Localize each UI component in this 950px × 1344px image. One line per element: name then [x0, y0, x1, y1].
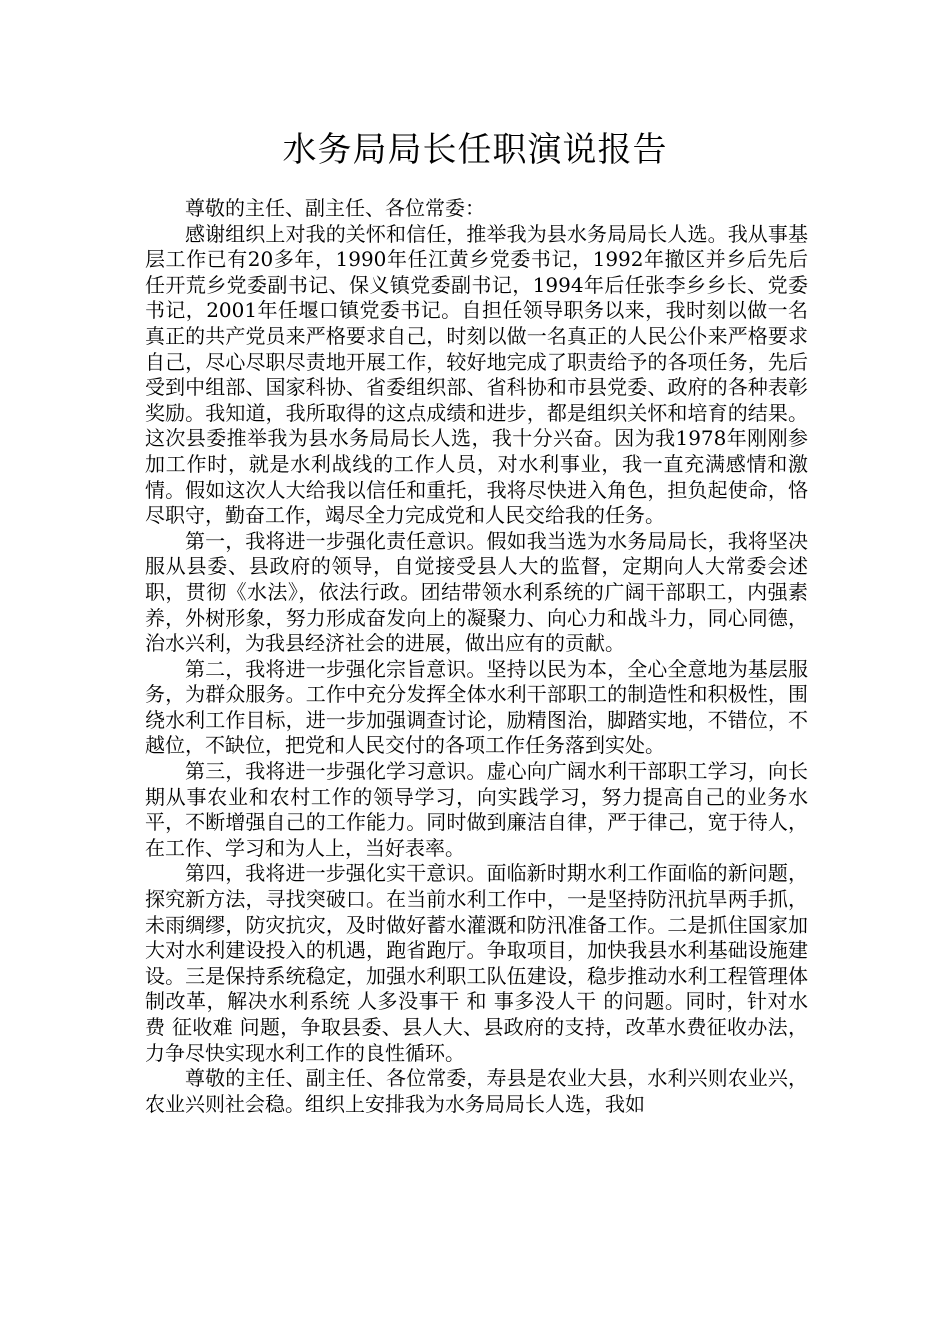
paragraph-point-one: 第一，我将进一步强化责任意识。假如我当选为水务局局长，我将坚决服从县委、县政府的领导，自觉接受县人大的监督，定期向人大常委会述职，贯彻《水法》，依法行政。团结带领水利系统的广阔干部职工，内强素养，外树形象，努力形成奋发向上的凝聚力、向心力和战斗力，同心同德，治水兴利，为我县经济社会的进展，做出应有的贡献。	[145, 528, 808, 656]
paragraph-closing: 尊敬的主任、副主任、各位常委，寿县是农业大县，水利兴则农业兴，农业兴则社会稳。组织上安排我为水务局局长人选，我如	[145, 1066, 808, 1116]
paragraph-point-two: 第二，我将进一步强化宗旨意识。坚持以民为本，全心全意地为基层服务，为群众服务。工作中充分发挥全体水利干部职工的制造性和积极性，围绕水利工作目标，进一步加强调查讨论，励精图治，脚踏实地，不错位，不越位，不缺位，把党和人民交付的各项工作任务落到实处。	[145, 656, 808, 758]
paragraph-salutation: 尊敬的主任、副主任、各位常委：	[185, 196, 485, 220]
document-title: 水务局局长任职演说报告	[282, 130, 668, 170]
paragraph-point-four: 第四，我将进一步强化实干意识。面临新时期水利工作面临的新问题，探究新方法，寻找突破口。在当前水利工作中，一是坚持防汛抗旱两手抓，未雨绸缪，防灾抗灾，及时做好蓄水灌溉和防汛准备工作。二是抓住国家加大对水利建设投入的机遇，跑省跑厅。争取项目，加快我县水利基础设施建设。三是保持系统稳定，加强水利职工队伍建设，稳步推动水利工程管理体制改革，解决水利系统 人多没事干 和 事多没人干 的问题。同时，针对水费 征收难 问题，争取县委、县人大、县政府的支持，改革水费征收办法，力争尽快实现水利工作的良性循环。	[145, 861, 808, 1065]
paragraph-introduction: 感谢组织上对我的关怀和信任，推举我为县水务局局长人选。我从事基层工作已有20多年，1990年任江黄乡党委书记，1992年撤区并乡后先后任开荒乡党委副书记、保义镇党委副书记，1994年后任张李乡乡长、党委书记，2001年任堰口镇党委书记。自担任领导职务以来，我时刻以做一名真正的共产党员来严格要求自己，时刻以做一名真正的人民公仆来严格要求自己，尽心尽职尽责地开展工作，较好地完成了职责给予的各项任务，先后受到中组部、国家科协、省委组织部、省科协和市县党委、政府的各种表彰奖励。我知道，我所取得的这点成绩和进步，都是组织关怀和培育的结果。这次县委推举我为县水务局局长人选，我十分兴奋。因为我1978年刚刚参加工作时，就是水利战线的工作人员，对水利事业，我一直充满感情和激情。假如这次人大给我以信任和重托，我将尽快进入角色，担负起使命，恪尽职守，勤奋工作，竭尽全力完成党和人民交给我的任务。	[145, 221, 808, 528]
paragraph-point-three: 第三，我将进一步强化学习意识。虚心向广阔水利干部职工学习，向长期从事农业和农村工作的领导学习，向实践学习，努力提高自己的业务水平，不断增强自己的工作能力。同时做到廉洁自律，严于律己，宽于待人，在工作、学习和为人上，当好表率。	[145, 759, 808, 860]
document-body	[145, 196, 808, 1117]
